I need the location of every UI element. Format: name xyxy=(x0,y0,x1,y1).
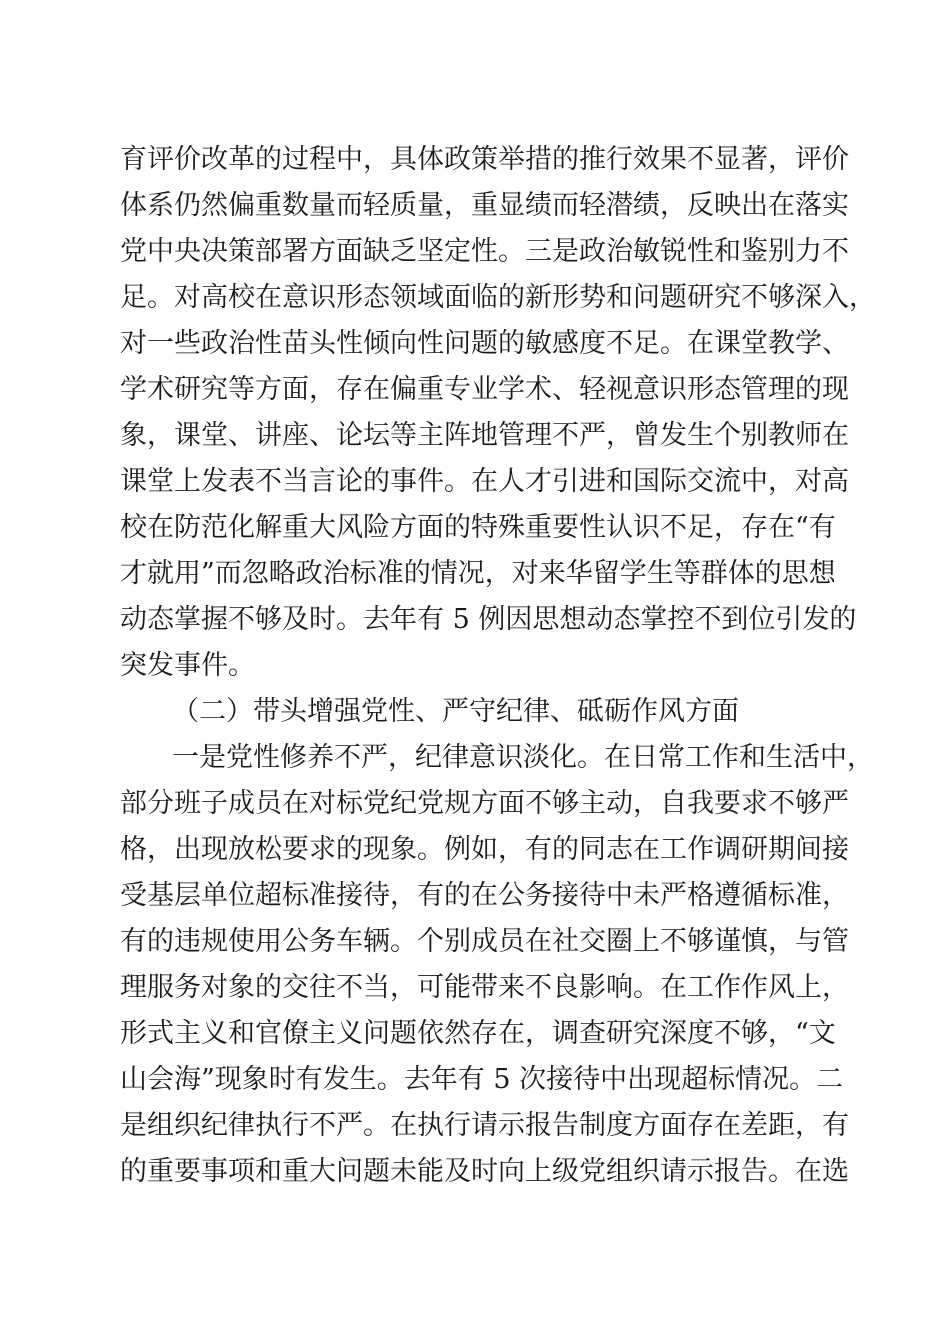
paragraph-1-line-1: 育评价改革的过程中，具体政策举措的推行效果不显著，评价 xyxy=(120,144,849,175)
paragraph-2-line-3: 格，出现放松要求的现象。例如，有的同志在工作调研期间接 xyxy=(120,834,849,865)
paragraph-2-line-2: 部分班子成员在对标党纪党规方面不够主动，自我要求不够严 xyxy=(120,788,849,819)
paragraph-1-line-7: 象，课堂、讲座、论坛等主阵地管理不严，曾发生个别教师在 xyxy=(120,420,849,451)
paragraph-1-line-12: 突发事件。 xyxy=(120,650,255,681)
paragraph-2-line-4: 受基层单位超标准接待，有的在公务接待中未严格遵循标准， xyxy=(120,880,849,911)
paragraph-2-line-9: 是组织纪律执行不严。在执行请示报告制度方面存在差距，有 xyxy=(120,1110,849,1141)
paragraph-2-line-8: 山会海”现象时有发生。去年有 5 次接待中出现超标情况。二 xyxy=(120,1064,844,1095)
paragraph-1-line-6: 学术研究等方面，存在偏重专业学术、轻视意识形态管理的现 xyxy=(120,374,849,405)
section-heading: （二）带头增强党性、严守纪律、砥砺作风方面 xyxy=(172,696,739,727)
paragraph-1-line-10: 才就用”而忽略政治标准的情况，对来华留学生等群体的思想 xyxy=(120,558,836,589)
paragraph-2-line-5: 有的违规使用公务车辆。个别成员在社交圈上不够谨慎，与管 xyxy=(120,926,849,957)
paragraph-1-line-8: 课堂上发表不当言论的事件。在人才引进和国际交流中，对高 xyxy=(120,466,849,497)
paragraph-2-line-7: 形式主义和官僚主义问题依然存在，调查研究深度不够，“文 xyxy=(120,1018,836,1049)
paragraph-1-line-4: 足。对高校在意识形态领域面临的新形势和问题研究不够深入， xyxy=(120,282,876,313)
paragraph-1-line-11: 动态掌握不够及时。去年有 5 例因思想动态掌控不到位引发的 xyxy=(120,604,857,635)
paragraph-1-line-3: 党中央决策部署方面缺乏坚定性。三是政治敏锐性和鉴别力不 xyxy=(120,236,849,267)
paragraph-2-line-6: 理服务对象的交往不当，可能带来不良影响。在工作作风上， xyxy=(120,972,849,1003)
paragraph-1-line-5: 对一些政治性苗头性倾向性问题的敏感度不足。在课堂教学、 xyxy=(120,328,849,359)
paragraph-2-line-1: 一是党性修养不严，纪律意识淡化。在日常工作和生活中， xyxy=(172,742,874,773)
paragraph-1-line-9: 校在防范化解重大风险方面的特殊重要性认识不足，存在“有 xyxy=(120,512,836,543)
paragraph-2-line-10: 的重要事项和重大问题未能及时向上级党组织请示报告。在选 xyxy=(120,1156,849,1187)
paragraph-1-line-2: 体系仍然偏重数量而轻质量，重显绩而轻潜绩，反映出在落实 xyxy=(120,190,849,221)
